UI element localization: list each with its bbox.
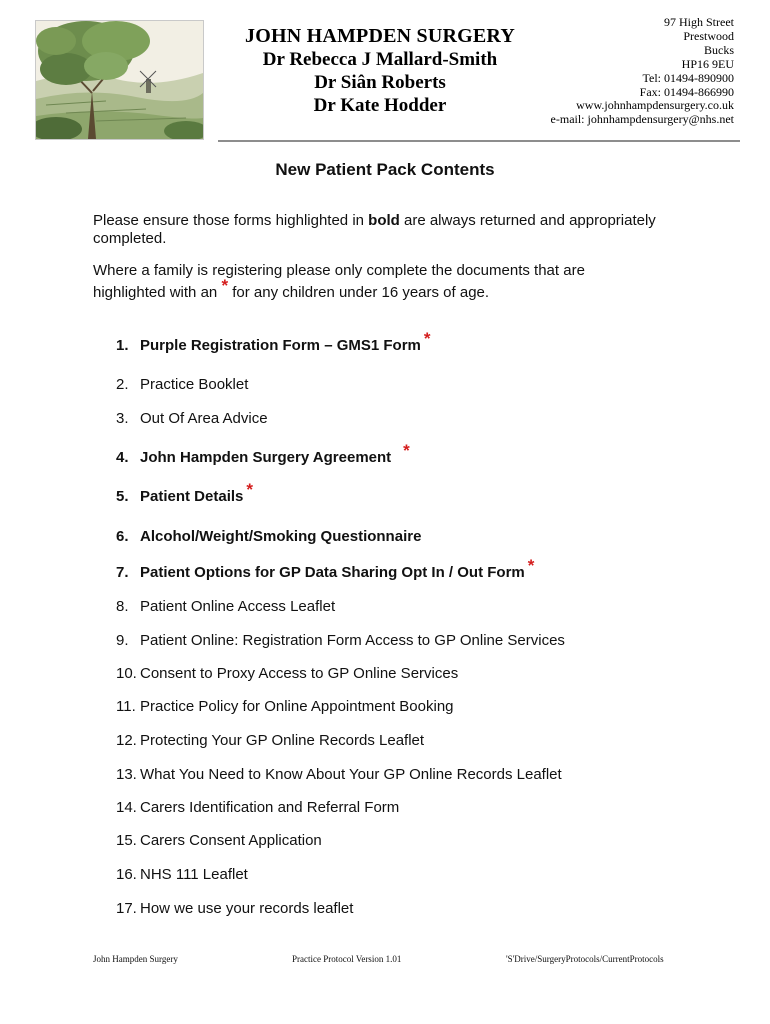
- intro-paragraph-1: Please ensure those forms highlighted in bold are always returned and appropriately completed.: [93, 212, 656, 247]
- list-item-number: 9.: [116, 632, 129, 649]
- doctor-name: Dr Kate Hodder: [313, 95, 447, 116]
- list-item: [116, 866, 248, 884]
- list-item-text: NHS 111 Leaflet: [140, 866, 248, 883]
- list-item-text: Purple Registration Form – GMS1 Form: [140, 337, 421, 354]
- letterhead: [0, 0, 770, 150]
- fax: Fax: 01494-866990: [639, 84, 734, 99]
- list-item-text: Patient Online Access Leaflet: [140, 598, 336, 615]
- address-line: 97 High Street: [664, 15, 734, 29]
- list-item-number: 3.: [116, 410, 129, 427]
- asterisk-icon: *: [403, 441, 410, 460]
- list-item: [116, 329, 431, 355]
- bold-keyword: bold: [368, 212, 400, 229]
- list-item: [116, 900, 353, 918]
- list-item: [116, 528, 421, 546]
- list-item: [116, 598, 335, 616]
- list-item-number: 7.: [116, 564, 129, 581]
- list-item: [116, 632, 565, 650]
- page-title: New Patient Pack Contents: [275, 160, 495, 179]
- list-item: [116, 556, 535, 582]
- address-line: Bucks: [704, 42, 734, 57]
- footer-center: Practice Protocol Version 1.01: [292, 954, 402, 964]
- list-item-number: 6.: [116, 528, 129, 545]
- list-item-text: What You Need to Know About Your GP Online Records Leaflet: [140, 766, 562, 783]
- practice-heading: [215, 25, 545, 117]
- asterisk-icon: *: [527, 556, 535, 575]
- list-item: [116, 410, 268, 428]
- landscape-sketch-icon: [35, 20, 204, 140]
- footer-left: John Hampden Surgery: [93, 954, 178, 964]
- address-line: Prestwood: [683, 28, 734, 43]
- list-item: [116, 376, 248, 394]
- list-item-text: Out Of Area Advice: [140, 410, 268, 427]
- list-item-number: 14.: [116, 799, 137, 816]
- list-item: [116, 766, 562, 784]
- list-item-number: 15.: [116, 832, 137, 849]
- list-item-text: Consent to Proxy Access to GP Online Services: [140, 665, 459, 682]
- list-item-number: 8.: [116, 598, 129, 615]
- list-item-number: 10.: [116, 665, 137, 682]
- footer-right: 'S'Drive/SurgeryProtocols/CurrentProtocols: [506, 954, 664, 964]
- list-item: [116, 441, 410, 467]
- list-item-text: Alcohol/Weight/Smoking Questionnaire: [140, 528, 422, 545]
- list-item-number: 5.: [116, 488, 129, 505]
- contact-block: [551, 16, 734, 127]
- asterisk-icon: *: [423, 329, 431, 348]
- list-item-text: John Hampden Surgery Agreement: [140, 449, 392, 466]
- list-item: [116, 732, 424, 750]
- list-item-number: 13.: [116, 766, 137, 783]
- intro-paragraph-2: Where a family is registering please only complete the documents that are highlighted with an * for any children under 16 years of age.: [93, 262, 585, 301]
- list-item-text: Patient Online: Registration Form Access to GP Online Services: [140, 632, 565, 649]
- list-item: [116, 665, 458, 683]
- list-item: [116, 799, 399, 817]
- list-item-text: Practice Policy for Online Appointment Booking: [140, 698, 454, 715]
- list-item-number: 1.: [116, 337, 129, 354]
- list-item-number: 2.: [116, 376, 129, 393]
- email-link[interactable]: e-mail: johnhampdensurgery@nhs.net: [550, 112, 734, 127]
- asterisk-icon: *: [221, 275, 229, 295]
- telephone: Tel: 01494-890900: [642, 70, 734, 85]
- list-item-number: 16.: [116, 866, 137, 883]
- header-divider: [218, 140, 740, 142]
- list-item-number: 11.: [116, 698, 136, 715]
- list-item-text: Patient Options for GP Data Sharing Opt In / Out Form: [140, 564, 525, 581]
- list-item-text: Practice Booklet: [140, 376, 249, 393]
- website-link[interactable]: www.johnhampdensurgery.co.uk: [576, 98, 734, 113]
- asterisk-icon: *: [246, 480, 253, 499]
- list-item: [116, 832, 322, 850]
- address-line: HP16 9EU: [681, 56, 734, 71]
- list-item: [116, 480, 253, 506]
- list-item-text: How we use your records leaflet: [140, 900, 354, 917]
- doctor-name: Dr Rebecca J Mallard-Smith: [262, 49, 498, 70]
- list-item-text: Protecting Your GP Online Records Leaflet: [140, 732, 425, 749]
- list-item-text: Carers Identification and Referral Form: [140, 799, 400, 816]
- list-item-text: Carers Consent Application: [140, 832, 322, 849]
- practice-name: JOHN HAMPDEN SURGERY: [245, 25, 515, 47]
- list-item-number: 12.: [116, 732, 137, 749]
- list-item: [116, 698, 454, 716]
- list-item-text: Patient Details: [140, 488, 244, 505]
- doctor-name: Dr Siân Roberts: [314, 72, 446, 93]
- list-item-number: 17.: [116, 900, 137, 917]
- list-item-number: 4.: [116, 449, 129, 466]
